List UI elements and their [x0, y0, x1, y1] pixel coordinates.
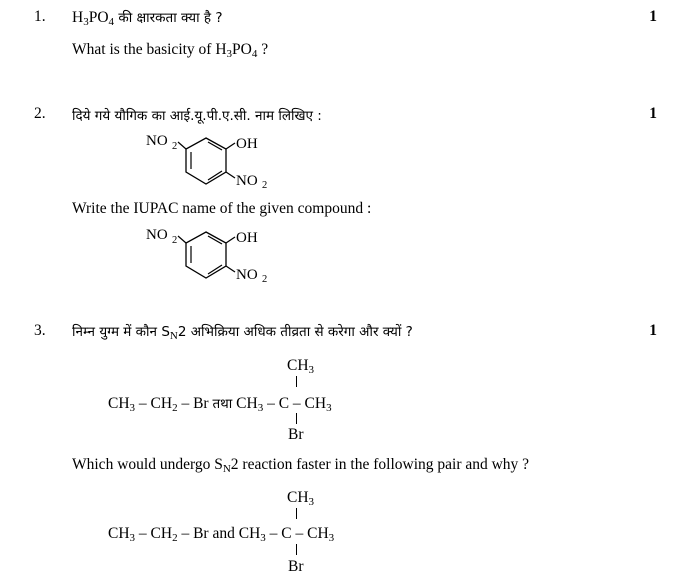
- q2-hindi-text: दिये गये यौगिक का आई.यू.पी.ए.सी. नाम लिखिए :: [72, 108, 322, 124]
- svg-text:2: 2: [262, 180, 268, 191]
- bond-line: [296, 544, 297, 555]
- q1-hindi-text: $H_3PO_4$ की क्षारकता क्या है ?: [72, 9, 223, 28]
- no2-label-lower: NO: [236, 267, 258, 283]
- q3-hindi-text: निम्न युग्म में कौन $S_N2$ अभिक्रिया अधिक तीव्रता से करेगा और क्यों ?: [72, 324, 413, 342]
- no2-label: NO: [146, 133, 168, 149]
- svg-text:2: 2: [172, 141, 178, 152]
- q2-marks: 1: [649, 105, 657, 122]
- ch3-top-hindi: $CH_3$: [287, 357, 315, 376]
- oh-label: OH: [236, 230, 258, 246]
- q1-english-text: What is the basicity of $H_3PO_4$ ?: [72, 41, 269, 60]
- bond-line: [296, 508, 297, 519]
- svg-text:2: 2: [172, 235, 178, 246]
- svg-text:2: 2: [262, 274, 268, 285]
- formula-row-english: $CH_3 - CH_2$ – Br and $CH_3$ – C – $CH_3$: [108, 525, 335, 544]
- q2-english-text: Write the IUPAC name of the given compound :: [72, 200, 372, 217]
- br-bottom-english: Br: [288, 558, 304, 575]
- q1-marks: 1: [649, 8, 657, 25]
- bond-line: [296, 376, 297, 387]
- no2-label: NO: [146, 227, 168, 243]
- compound-structure-english: [140, 222, 280, 286]
- q3-english-text: Which would undergo $S_N2$ reaction faster in the following pair and why ?: [72, 456, 530, 475]
- q3-number: 3.: [34, 322, 46, 339]
- q3-marks: 1: [649, 322, 657, 339]
- ch3-top-english: $CH_3$: [287, 489, 315, 508]
- br-bottom-hindi: Br: [288, 426, 304, 443]
- benzene-ring: [186, 232, 226, 278]
- oh-label: OH: [236, 136, 258, 152]
- q2-number: 2.: [34, 105, 46, 122]
- bond-line: [296, 413, 297, 424]
- benzene-ring: [186, 138, 226, 184]
- formula-row-hindi: $CH_3 - CH_2$ – Br तथा $CH_3$ – C – $CH_3$: [108, 395, 332, 414]
- no2-label-lower: NO: [236, 173, 258, 189]
- q1-number: 1.: [34, 8, 46, 25]
- compound-structure-hindi: [140, 128, 280, 192]
